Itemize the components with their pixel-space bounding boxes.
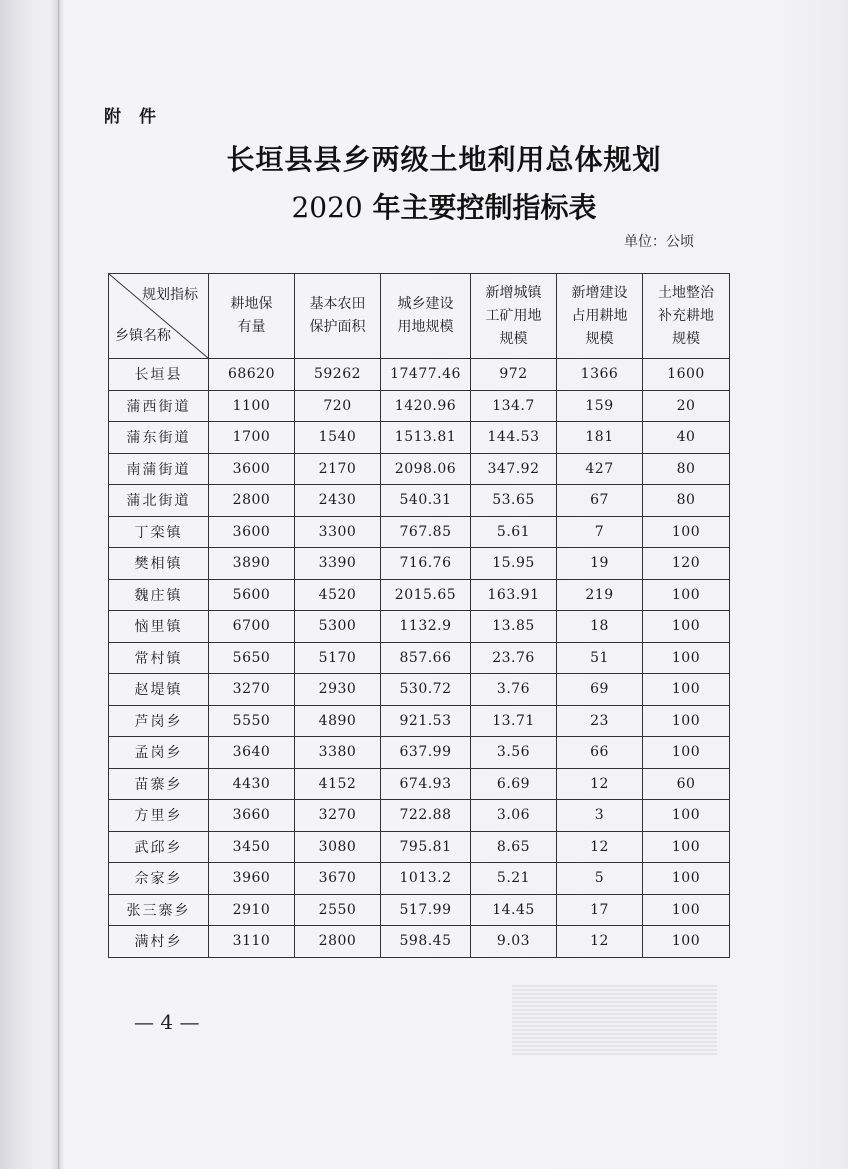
- table-row: [109, 642, 730, 674]
- scan-artifact: [512, 985, 717, 1055]
- town-name-cell: 魏庄镇: [109, 579, 209, 611]
- value-cell: 100: [643, 674, 730, 706]
- value-cell: 69: [557, 674, 643, 706]
- value-cell: 1513.81: [381, 422, 471, 454]
- value-cell: 23.76: [471, 642, 557, 674]
- value-cell: 1132.9: [381, 611, 471, 643]
- value-cell: 219: [557, 579, 643, 611]
- town-name-cell: 芦岗乡: [109, 705, 209, 737]
- value-cell: 7: [557, 516, 643, 548]
- town-name-cell: 蒲北街道: [109, 485, 209, 517]
- page-number: — 4 —: [134, 1010, 200, 1034]
- table-row: [109, 768, 730, 800]
- town-name-cell: 满村乡: [109, 926, 209, 958]
- value-cell: 5: [557, 863, 643, 895]
- header-line: 新增城镇: [485, 284, 542, 301]
- value-cell: 3.76: [471, 674, 557, 706]
- value-cell: 100: [643, 516, 730, 548]
- value-cell: 100: [643, 737, 730, 769]
- value-cell: 1700: [209, 422, 295, 454]
- value-cell: 4520: [295, 579, 381, 611]
- column-header: [643, 274, 730, 359]
- value-cell: 20: [643, 390, 730, 422]
- town-name-cell: 赵堤镇: [109, 674, 209, 706]
- town-name-cell: 长垣县: [109, 359, 209, 391]
- town-name-cell: 苗寨乡: [109, 768, 209, 800]
- value-cell: 6700: [209, 611, 295, 643]
- value-cell: 5170: [295, 642, 381, 674]
- value-cell: 767.85: [381, 516, 471, 548]
- value-cell: 100: [643, 926, 730, 958]
- value-cell: 19: [557, 548, 643, 580]
- value-cell: 5650: [209, 642, 295, 674]
- value-cell: 100: [643, 579, 730, 611]
- table-row: [109, 516, 730, 548]
- value-cell: 3600: [209, 516, 295, 548]
- header-line: 占用耕地: [571, 307, 628, 324]
- town-name-cell: 方里乡: [109, 800, 209, 832]
- value-cell: 100: [643, 894, 730, 926]
- header-line: 规模: [672, 330, 700, 347]
- unit-label: 单位：公顷: [624, 234, 694, 250]
- value-cell: 1600: [643, 359, 730, 391]
- value-cell: 2098.06: [381, 453, 471, 485]
- town-name-cell: 武邱乡: [109, 831, 209, 863]
- table-body: [109, 359, 730, 958]
- value-cell: 15.95: [471, 548, 557, 580]
- value-cell: 2910: [209, 894, 295, 926]
- value-cell: 5.61: [471, 516, 557, 548]
- header-line: 城乡建设: [397, 296, 454, 312]
- value-cell: 4890: [295, 705, 381, 737]
- value-cell: 159: [557, 390, 643, 422]
- value-cell: 4152: [295, 768, 381, 800]
- column-header: [471, 274, 557, 359]
- table-row: [109, 611, 730, 643]
- value-cell: 59262: [295, 359, 381, 391]
- value-cell: 3960: [209, 863, 295, 895]
- value-cell: 181: [557, 422, 643, 454]
- value-cell: 637.99: [381, 737, 471, 769]
- table-row: [109, 863, 730, 895]
- control-indicators-table: [108, 273, 730, 958]
- value-cell: 17477.46: [381, 359, 471, 391]
- value-cell: 3.56: [471, 737, 557, 769]
- value-cell: 23: [557, 705, 643, 737]
- town-name-cell: 张三寨乡: [109, 894, 209, 926]
- value-cell: 5600: [209, 579, 295, 611]
- value-cell: 13.71: [471, 705, 557, 737]
- value-cell: 3: [557, 800, 643, 832]
- value-cell: 1100: [209, 390, 295, 422]
- value-cell: 100: [643, 831, 730, 863]
- value-cell: 3670: [295, 863, 381, 895]
- table-row: [109, 831, 730, 863]
- table-header-row: [109, 274, 730, 359]
- value-cell: 100: [643, 863, 730, 895]
- town-name-cell: 蒲西街道: [109, 390, 209, 422]
- value-cell: 5300: [295, 611, 381, 643]
- value-cell: 1420.96: [381, 390, 471, 422]
- value-cell: 2550: [295, 894, 381, 926]
- value-cell: 100: [643, 611, 730, 643]
- value-cell: 100: [643, 705, 730, 737]
- value-cell: 100: [643, 800, 730, 832]
- value-cell: 134.7: [471, 390, 557, 422]
- value-cell: 17: [557, 894, 643, 926]
- value-cell: 3390: [295, 548, 381, 580]
- value-cell: 4430: [209, 768, 295, 800]
- value-cell: 144.53: [471, 422, 557, 454]
- value-cell: 2015.65: [381, 579, 471, 611]
- town-name-cell: 樊相镇: [109, 548, 209, 580]
- value-cell: 972: [471, 359, 557, 391]
- table-row: [109, 737, 730, 769]
- value-cell: 14.45: [471, 894, 557, 926]
- value-cell: 795.81: [381, 831, 471, 863]
- column-header: [209, 274, 295, 359]
- value-cell: 716.76: [381, 548, 471, 580]
- value-cell: 1366: [557, 359, 643, 391]
- table-row: [109, 422, 730, 454]
- town-name-cell: 南蒲街道: [109, 453, 209, 485]
- column-header: [381, 274, 471, 359]
- table-row: [109, 579, 730, 611]
- value-cell: 12: [557, 831, 643, 863]
- table-row: [109, 674, 730, 706]
- value-cell: 13.85: [471, 611, 557, 643]
- header-line: 土地整治: [658, 284, 714, 301]
- table-row: [109, 926, 730, 958]
- header-line: 新增建设: [571, 284, 628, 301]
- value-cell: 3270: [295, 800, 381, 832]
- value-cell: 3080: [295, 831, 381, 863]
- value-cell: 67: [557, 485, 643, 517]
- table-row: [109, 894, 730, 926]
- value-cell: 12: [557, 768, 643, 800]
- town-name-cell: 孟岗乡: [109, 737, 209, 769]
- header-line: 规模: [499, 330, 528, 347]
- table-row: [109, 548, 730, 580]
- value-cell: 3.06: [471, 800, 557, 832]
- value-cell: 2430: [295, 485, 381, 517]
- value-cell: 18: [557, 611, 643, 643]
- value-cell: 5.21: [471, 863, 557, 895]
- value-cell: 427: [557, 453, 643, 485]
- value-cell: 517.99: [381, 894, 471, 926]
- town-name-cell: 常村镇: [109, 642, 209, 674]
- table-row: [109, 800, 730, 832]
- value-cell: 3300: [295, 516, 381, 548]
- column-header: [295, 274, 381, 359]
- table-row: [109, 705, 730, 737]
- value-cell: 5550: [209, 705, 295, 737]
- value-cell: 163.91: [471, 579, 557, 611]
- header-line: 用地规模: [397, 319, 454, 335]
- header-line: 基本农田: [309, 296, 366, 312]
- document-title: 长垣县县乡两级土地利用总体规划: [226, 143, 662, 176]
- value-cell: 9.03: [471, 926, 557, 958]
- value-cell: 3380: [295, 737, 381, 769]
- table-row: [109, 485, 730, 517]
- value-cell: 66: [557, 737, 643, 769]
- document-subtitle: [0, 186, 848, 226]
- value-cell: 2800: [295, 926, 381, 958]
- value-cell: 100: [643, 642, 730, 674]
- town-name-cell: 佘家乡: [109, 863, 209, 895]
- value-cell: 80: [643, 453, 730, 485]
- value-cell: 540.31: [381, 485, 471, 517]
- corner-label-indicator: 规划指标: [142, 287, 198, 303]
- value-cell: 8.65: [471, 831, 557, 863]
- value-cell: 921.53: [381, 705, 471, 737]
- value-cell: 40: [643, 422, 730, 454]
- table-row: [109, 359, 730, 391]
- value-cell: 6.69: [471, 768, 557, 800]
- subtitle-year: 2020: [291, 191, 363, 224]
- value-cell: 3270: [209, 674, 295, 706]
- table-row: [109, 453, 730, 485]
- column-header: [557, 274, 643, 359]
- value-cell: 720: [295, 390, 381, 422]
- town-name-cell: 丁栾镇: [109, 516, 209, 548]
- header-line: 耕地保: [230, 296, 273, 312]
- town-name-cell: 蒲东街道: [109, 422, 209, 454]
- header-line: 保护面积: [309, 319, 366, 335]
- value-cell: 2800: [209, 485, 295, 517]
- value-cell: 598.45: [381, 926, 471, 958]
- value-cell: 3450: [209, 831, 295, 863]
- value-cell: 1540: [295, 422, 381, 454]
- value-cell: 857.66: [381, 642, 471, 674]
- header-line: 有量: [237, 319, 266, 335]
- value-cell: 51: [557, 642, 643, 674]
- value-cell: 3600: [209, 453, 295, 485]
- value-cell: 2930: [295, 674, 381, 706]
- value-cell: 347.92: [471, 453, 557, 485]
- subtitle-text: 年主要控制指标表: [372, 191, 597, 224]
- value-cell: 53.65: [471, 485, 557, 517]
- corner-label-town: 乡镇名称: [115, 328, 171, 344]
- value-cell: 60: [643, 768, 730, 800]
- value-cell: 80: [643, 485, 730, 517]
- value-cell: 722.88: [381, 800, 471, 832]
- value-cell: 3640: [209, 737, 295, 769]
- header-line: 规模: [585, 330, 614, 347]
- attachment-label: 附件: [104, 107, 174, 127]
- value-cell: 530.72: [381, 674, 471, 706]
- value-cell: 3660: [209, 800, 295, 832]
- value-cell: 3890: [209, 548, 295, 580]
- town-name-cell: 恼里镇: [109, 611, 209, 643]
- value-cell: 3110: [209, 926, 295, 958]
- value-cell: 1013.2: [381, 863, 471, 895]
- value-cell: 2170: [295, 453, 381, 485]
- value-cell: 674.93: [381, 768, 471, 800]
- value-cell: 120: [643, 548, 730, 580]
- header-line: 工矿用地: [485, 307, 542, 324]
- table-row: [109, 390, 730, 422]
- corner-header-cell: [109, 274, 209, 359]
- header-line: 补充耕地: [658, 307, 714, 324]
- value-cell: 12: [557, 926, 643, 958]
- value-cell: 68620: [209, 359, 295, 391]
